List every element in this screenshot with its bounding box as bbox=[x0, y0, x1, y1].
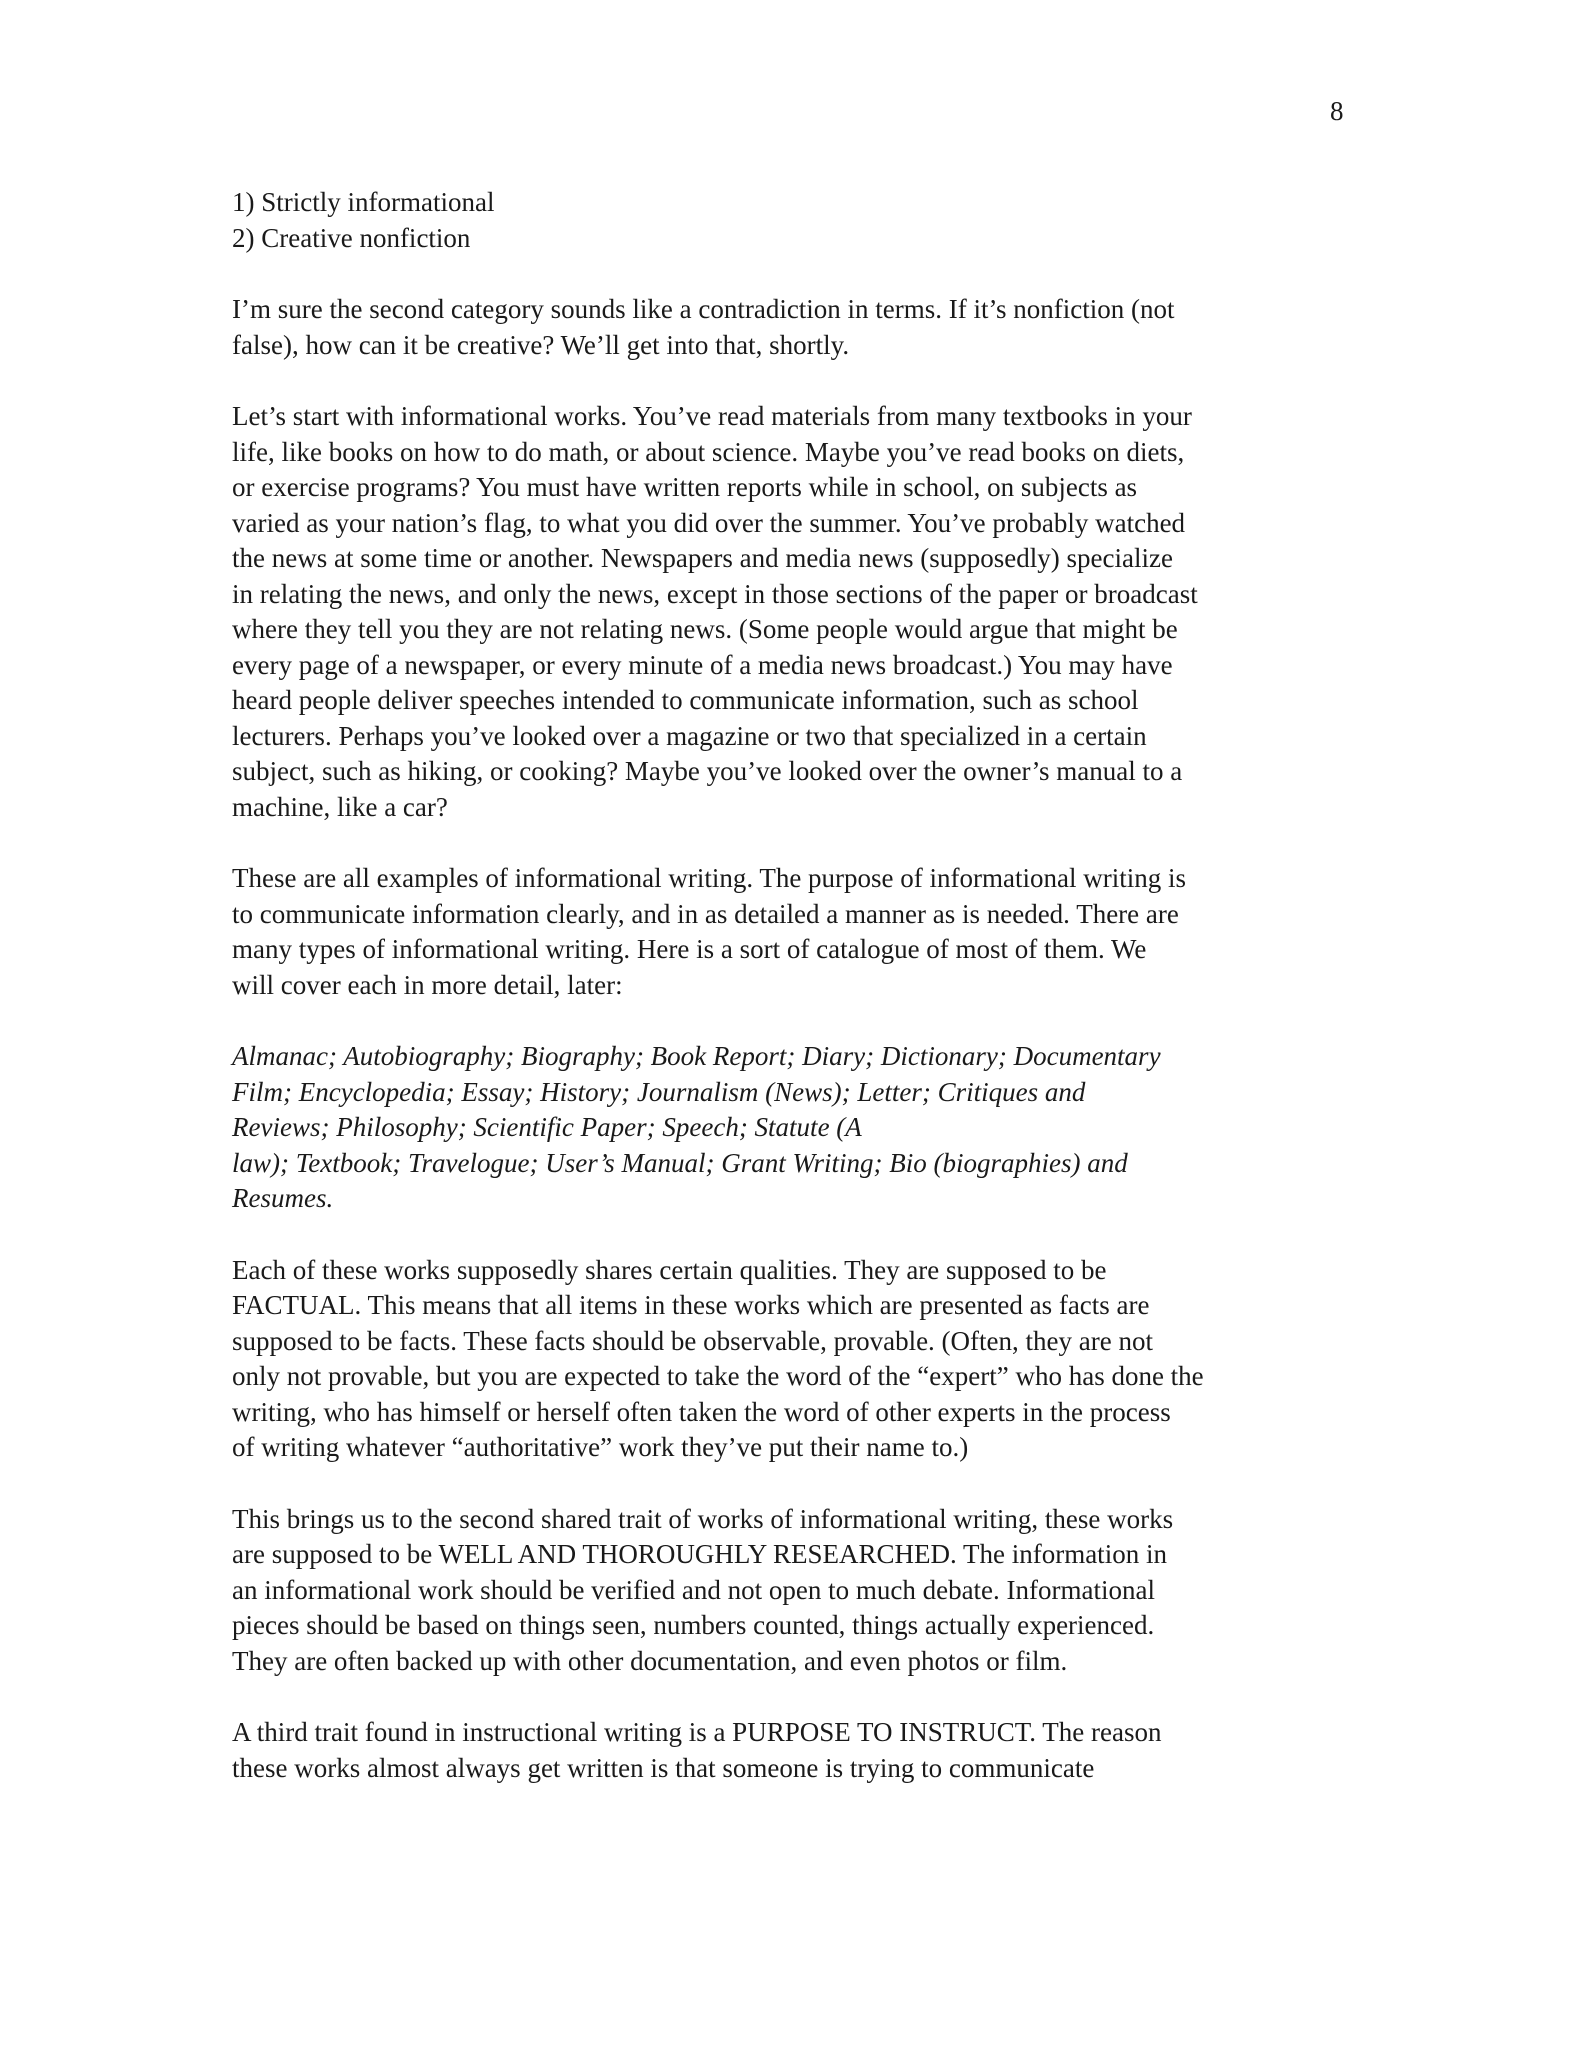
text-line: false), how can it be creative? We’ll get into that, shortly. bbox=[232, 329, 850, 360]
text-line: Each of these works supposedly shares certain qualities. They are supposed to be bbox=[232, 1254, 1107, 1285]
text-line: where they tell you they are not relating news. (Some people would argue that might be bbox=[232, 614, 1178, 644]
text-line: I’m sure the second category sounds like a contradiction in terms. If it’s nonfiction (not bbox=[232, 294, 1175, 324]
text-line: subject, such as hiking, or cooking? Maybe you’ve looked over the owner’s manual to a bbox=[232, 756, 1183, 786]
text-line: will cover each in more detail, later: bbox=[232, 969, 623, 1000]
paragraph bbox=[232, 861, 1362, 1003]
text-line: these works almost always get written is that someone is trying to communicate bbox=[232, 1752, 1095, 1783]
text-line: varied as your nation’s flag, to what you did over the summer. You’ve probably watched bbox=[232, 507, 1186, 538]
paragraph bbox=[232, 1502, 1362, 1680]
text-line: This brings us to the second shared trait of works of informational writing, these works bbox=[232, 1503, 1174, 1534]
text-line: FACTUAL. This means that all items in these works which are presented as facts are bbox=[232, 1290, 1150, 1320]
paragraph bbox=[232, 1715, 1362, 1786]
text-line: 2) Creative nonfiction bbox=[232, 222, 471, 253]
text-line: Resumes. bbox=[232, 1183, 334, 1213]
text-line: supposed to be facts. These facts should be observable, provable. (Often, they are not bbox=[232, 1325, 1153, 1356]
text-line: in relating the news, and only the news, except in those sections of the paper or broadcast bbox=[232, 578, 1198, 609]
paragraph bbox=[232, 1253, 1362, 1466]
text-line: of writing whatever “authoritative” work they’ve put their name to.) bbox=[232, 1432, 969, 1462]
text-line: A third trait found in instructional writing is a PURPOSE TO INSTRUCT. The reason bbox=[232, 1717, 1162, 1747]
text-line: an informational work should be verified and not open to much debate. Informational bbox=[232, 1574, 1155, 1605]
text-line: only not provable, but you are expected to take the word of the “expert” who has done the bbox=[232, 1361, 1204, 1391]
text-line: Let’s start with informational works. You’ve read materials from many textbooks in your bbox=[232, 401, 1192, 431]
text-line: Reviews; Philosophy; Scientific Paper; Speech; Statute (A bbox=[232, 1112, 862, 1142]
text-line: 1) Strictly informational bbox=[232, 187, 495, 217]
body-text bbox=[232, 185, 1362, 1822]
text-line: They are often backed up with other documentation, and even photos or film. bbox=[232, 1645, 1068, 1676]
text-line: Film; Encyclopedia; Essay; History; Journalism (News); Letter; Critiques and bbox=[232, 1076, 1086, 1107]
text-line: These are all examples of informational writing. The purpose of informational writing is bbox=[232, 863, 1186, 893]
catalogue-paragraph bbox=[232, 1039, 1362, 1217]
text-line: Almanac; Autobiography; Biography; Book Report; Diary; Dictionary; Documentary bbox=[232, 1041, 1161, 1071]
text-line: to communicate information clearly, and in as detailed a manner as is needed. There are bbox=[232, 898, 1179, 929]
text-line: many types of informational writing. Here is a sort of catalogue of most of them. We bbox=[232, 934, 1147, 964]
text-line: lecturers. Perhaps you’ve looked over a magazine or two that specialized in a certain bbox=[232, 720, 1147, 751]
text-line: writing, who has himself or herself often taken the word of other experts in the process bbox=[232, 1396, 1171, 1427]
paragraph bbox=[232, 292, 1362, 363]
text-line: machine, like a car? bbox=[232, 791, 448, 822]
page-number: 8 bbox=[1330, 96, 1344, 126]
paragraph bbox=[232, 399, 1362, 825]
text-line: the news at some time or another. Newspapers and media news (supposedly) specialize bbox=[232, 543, 1173, 573]
text-line: pieces should be based on things seen, numbers counted, things actually experienced. bbox=[232, 1610, 1155, 1640]
text-line: life, like books on how to do math, or about science. Maybe you’ve read books on diets, bbox=[232, 436, 1185, 467]
text-line: or exercise programs? You must have written reports while in school, on subjects as bbox=[232, 472, 1138, 502]
text-line: law); Textbook; Travelogue; User’s Manual; Grant Writing; Bio (biographies) and bbox=[232, 1147, 1128, 1178]
paragraph bbox=[232, 185, 1362, 256]
text-line: every page of a newspaper, or every minute of a media news broadcast.) You may have bbox=[232, 649, 1173, 680]
text-line: are supposed to be WELL AND THOROUGHLY RESEARCHED. The information in bbox=[232, 1539, 1167, 1569]
text-line: heard people deliver speeches intended to communicate information, such as school bbox=[232, 685, 1139, 715]
